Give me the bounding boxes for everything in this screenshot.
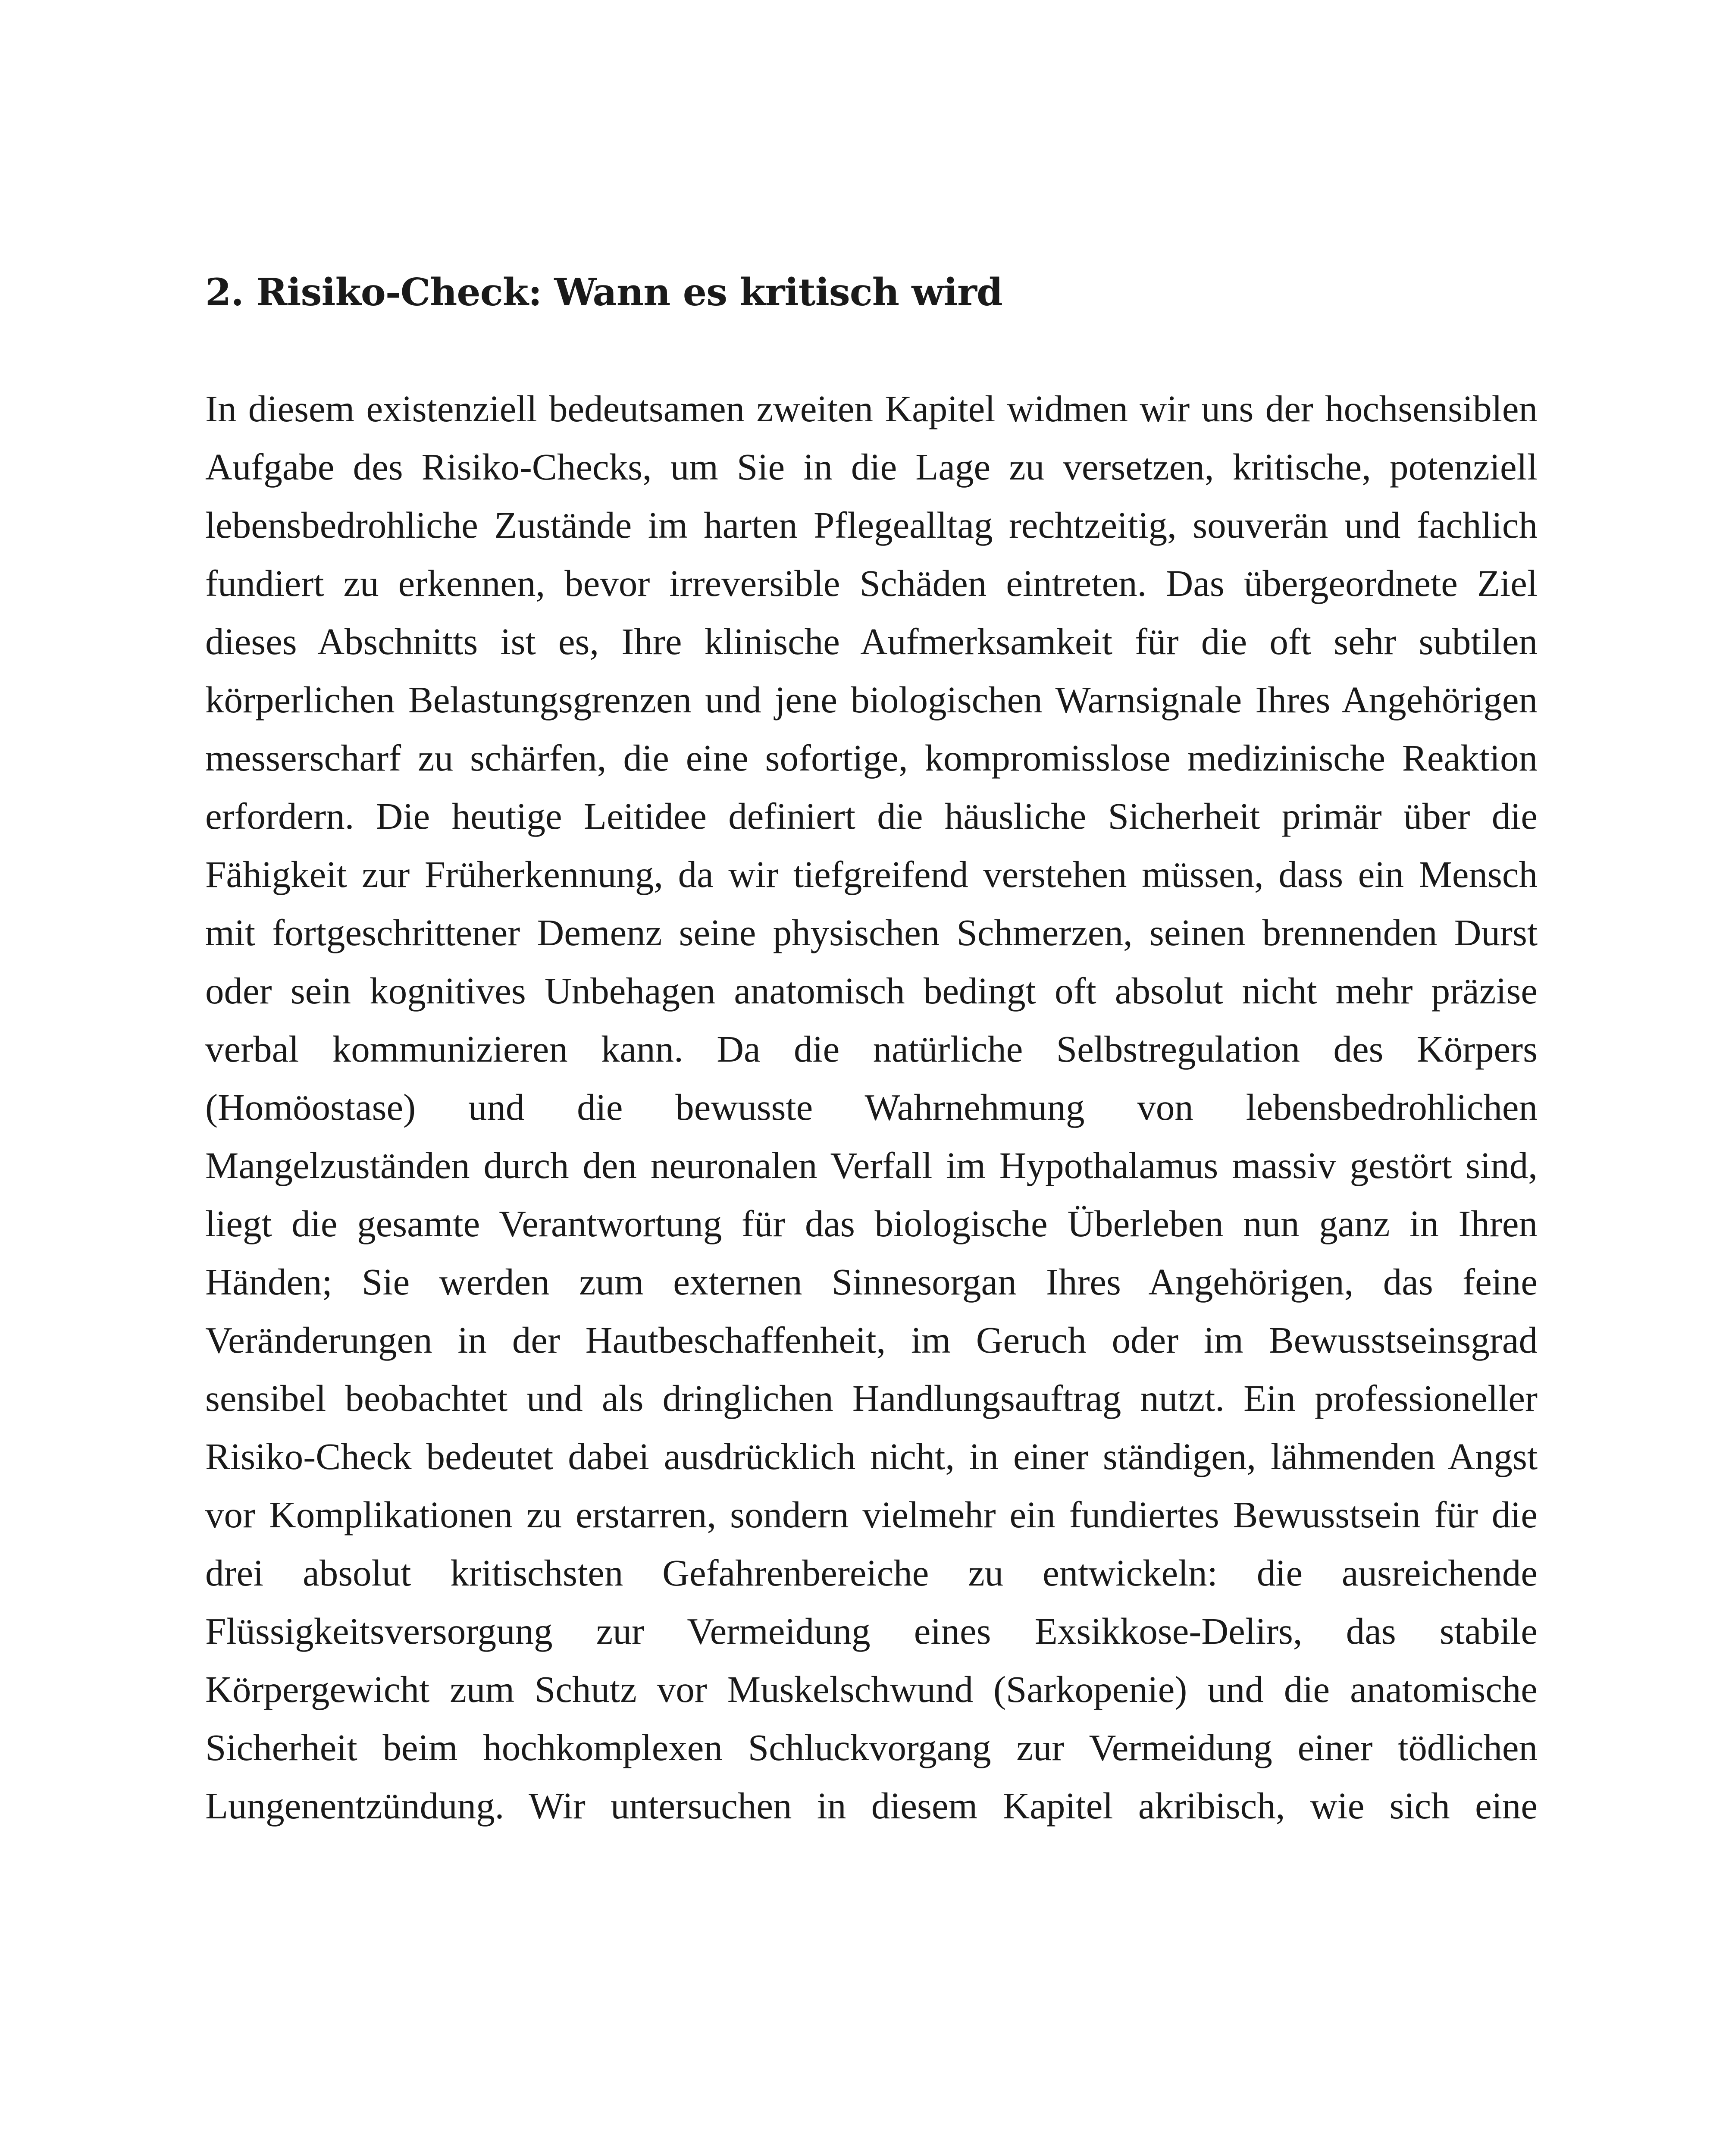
chapter-paragraph: In diesem existenziell bedeutsamen zweiten Kapitel widmen wir uns der hochsensiblen Aufgabe des Risiko-Checks, um Sie in die Lage zu versetzen, kritische, potenziell lebensbedrohliche Zustände im harten Pflegealltag rechtzeitig, souverän und fachlich fundiert zu erkennen, bevor irreversible Schäden eintreten. Das übergeordnete Ziel dieses Abschnitts ist es, Ihre klinische Aufmerksamkeit für die oft sehr subtilen körperlichen Belastungsgrenzen und jene biologischen Warnsignale Ihres Angehörigen messerscharf zu schärfen, die eine sofortige, kompromisslose medizinische Reaktion erfordern. Die heutige Leitidee definiert die häusliche Sicherheit primär über die Fähigkeit zur Früherkennung, da wir tiefgreifend verstehen müssen, dass ein Mensch mit fortgeschrittener Demenz seine physischen Schmerzen, seinen brennenden Durst oder sein kognitives Unbehagen anatomisch bedingt oft absolut nicht mehr präzise verbal kommunizieren kann. Da die natürliche Selbstregulation des Körpers (Homöostase) und die bewusste Wahrnehmung von lebensbedrohlichen Mangelzuständen durch den neuronalen Verfall im Hypothalamus massiv gestört sind, liegt die gesamte Verantwortung für das biologische Überleben nun ganz in Ihren Händen; Sie werden zum externen Sinnesorgan Ihres Angehörigen, das feine Veränderungen in der Hautbeschaffenheit, im Geruch oder im Bewusstseinsgrad sensibel beobachtet und als dringlichen Handlungsauftrag nutzt. Ein professioneller Risiko-Check bedeutet dabei ausdrücklich nicht, in einer ständigen, lähmenden Angst vor Komplikationen zu erstarren, sondern vielmehr ein fundiertes Bewusstsein für die drei absolut kritischsten Gefahrenbereiche zu entwickeln: die ausreichende Flüssigkeitsversorgung zur Vermeidung eines Exsikkose-Delirs, das stabile Körpergewicht zum Schutz vor Muskelschwund (Sarkopenie) und die anatomische Sicherheit beim hochkomplexen Schluckvorgang zur Vermeidung einer tödlichen Lungenentzündung. Wir untersuchen in diesem Kapitel akribisch, wie sich eine bbox=[205, 388, 1538, 1827]
chapter-heading: 2. Risiko-Check: Wann es kritisch wird bbox=[205, 270, 1002, 314]
